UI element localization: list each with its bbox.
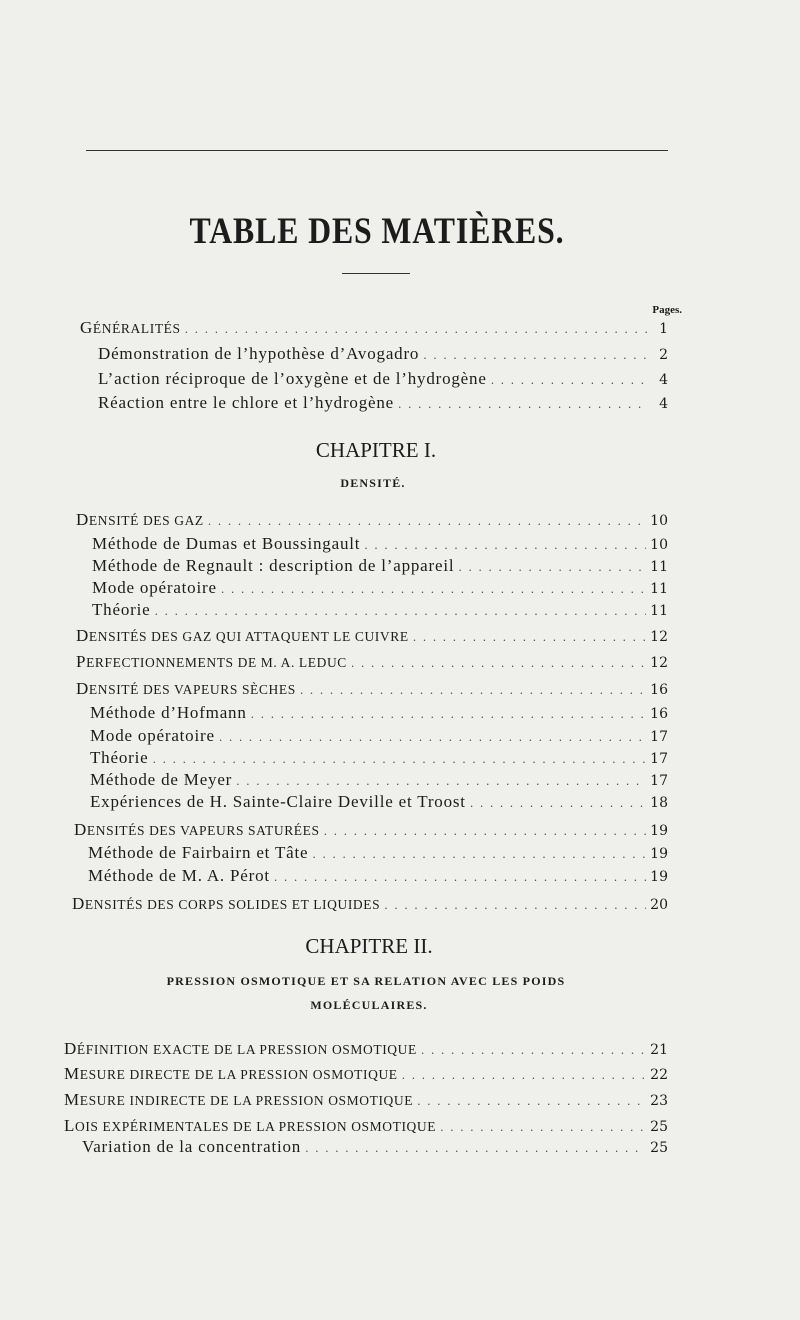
- dot-leader: [185, 323, 648, 336]
- toc-entry-label: DÉFINITION EXACTE DE LA PRESSION OSMOTIQUE: [64, 1039, 417, 1058]
- toc-entry-label: Méthode de M. A. Pérot: [88, 866, 270, 885]
- dot-leader: [423, 349, 648, 362]
- toc-page-number: 17: [650, 773, 668, 789]
- toc-entry: [64, 1116, 668, 1136]
- toc-page-number: 11: [650, 581, 668, 597]
- toc-page-number: 4: [659, 372, 668, 388]
- toc-entry-label: DENSITÉ DES VAPEURS SÈCHES: [76, 679, 296, 698]
- toc-entry: [90, 792, 668, 812]
- dot-leader: [402, 1069, 647, 1082]
- toc-page-number: 18: [650, 795, 668, 811]
- toc-entry-oxygene-hydrogene: [98, 369, 668, 389]
- toc-entry-label: Méthode de Regnault : description de l’appareil: [92, 556, 455, 575]
- dot-leader: [413, 631, 646, 644]
- toc-page-number: 1: [659, 321, 668, 337]
- page-title: TABLE DES MATIÈRES.: [189, 211, 565, 252]
- dot-leader: [351, 657, 646, 670]
- toc-entry-label: Mode opératoire: [92, 578, 217, 597]
- toc-page-number: 17: [650, 729, 668, 745]
- toc-entry: [64, 1064, 668, 1084]
- title-underline: [342, 273, 410, 274]
- toc-entry-label: LOIS EXPÉRIMENTALES DE LA PRESSION OSMOTIQUE: [64, 1116, 437, 1135]
- top-rule: [86, 150, 668, 151]
- toc-entry: [88, 866, 668, 886]
- toc-entry: [74, 820, 668, 840]
- chapter-1-heading: CHAPITRE I.: [315, 438, 437, 462]
- dot-leader: [324, 825, 647, 838]
- toc-entry: [92, 600, 668, 620]
- toc-page-number: 19: [650, 869, 668, 885]
- toc-page-number: 19: [650, 846, 668, 862]
- toc-page-number: 12: [650, 629, 668, 645]
- toc-entry: [90, 726, 668, 746]
- chapter-2-heading: CHAPITRE II.: [305, 934, 433, 958]
- toc-entry-label: Démonstration de l’hypothèse d’Avogadro: [98, 344, 420, 363]
- dot-leader: [251, 708, 647, 721]
- toc-entry-label: Théorie: [90, 748, 149, 767]
- toc-entry-label: MESURE INDIRECTE DE LA PRESSION OSMOTIQUE: [64, 1090, 414, 1109]
- toc-entry-label: DENSITÉS DES GAZ QUI ATTAQUENT LE CUIVRE: [76, 626, 409, 645]
- chapter-2-subtitle-line-2: MOLÉCULAIRES.: [310, 998, 428, 1012]
- toc-entry: [90, 748, 668, 768]
- dot-leader: [470, 797, 646, 810]
- dot-leader: [305, 1142, 646, 1155]
- toc-page-number: 20: [650, 897, 668, 913]
- toc-entry: [88, 843, 668, 863]
- toc-entry-label: Réaction entre le chlore et l’hydrogène: [98, 393, 394, 412]
- toc-entry: [76, 679, 668, 699]
- dot-leader: [152, 753, 646, 766]
- toc-entry-label: DENSITÉ DES GAZ: [76, 510, 204, 529]
- toc-page-number: 12: [650, 655, 668, 671]
- toc-entry-label: DENSITÉS DES CORPS SOLIDES ET LIQUIDES: [72, 894, 381, 913]
- toc-entry: [92, 534, 668, 554]
- dot-leader: [208, 515, 646, 528]
- chapter-2-subtitle-line-1: PRESSION OSMOTIQUE ET SA RELATION AVEC LES POIDS: [166, 974, 566, 988]
- toc-page-number: 10: [650, 513, 668, 529]
- pages-column-label: Pages.: [652, 304, 682, 316]
- chapter-1-subtitle: DENSITÉ.: [340, 476, 406, 490]
- dot-leader: [364, 539, 646, 552]
- toc-entry-label: Méthode de Dumas et Boussingault: [92, 534, 361, 553]
- toc-entry-chlore-hydrogene: [98, 393, 668, 413]
- toc-entry: [82, 1137, 668, 1157]
- toc-entry: [76, 626, 668, 646]
- toc-entry-label: Théorie: [92, 600, 151, 619]
- dot-leader: [219, 731, 646, 744]
- dot-leader: [417, 1095, 646, 1108]
- toc-page-number: 17: [650, 751, 668, 767]
- dot-leader: [491, 374, 648, 387]
- toc-page-number: 11: [650, 603, 668, 619]
- dot-leader: [384, 899, 646, 912]
- toc-page-number: 2: [659, 347, 668, 363]
- toc-entry-label: Méthode de Meyer: [90, 770, 233, 789]
- toc-page-number: 19: [650, 823, 668, 839]
- toc-entry-label: PERFECTIONNEMENTS DE M. A. LEDUC: [76, 652, 347, 671]
- toc-page-number: 16: [650, 706, 668, 722]
- toc-page-number: 21: [650, 1042, 668, 1058]
- toc-page-number: 10: [650, 537, 668, 553]
- toc-page-number: 25: [650, 1119, 668, 1135]
- toc-entry: [92, 578, 668, 598]
- dot-leader: [398, 398, 648, 411]
- toc-entry-avogadro: [98, 344, 668, 364]
- toc-entry-label: Expériences de H. Sainte-Claire Deville et Troost: [90, 792, 466, 811]
- toc-entry-label: MESURE DIRECTE DE LA PRESSION OSMOTIQUE: [64, 1064, 398, 1083]
- dot-leader: [458, 561, 646, 574]
- toc-entry: [90, 703, 668, 723]
- toc-entry-label: Variation de la concentration: [82, 1137, 302, 1156]
- dot-leader: [421, 1044, 646, 1057]
- toc-page-number: 25: [650, 1140, 668, 1156]
- toc-entry: [76, 652, 668, 672]
- dot-leader: [154, 605, 646, 618]
- toc-page-number: 11: [650, 559, 668, 575]
- toc-page-number: 16: [650, 682, 668, 698]
- dot-leader: [440, 1121, 646, 1134]
- toc-entry-generalites: [80, 318, 668, 338]
- dot-leader: [236, 775, 646, 788]
- dot-leader: [221, 583, 646, 596]
- toc-page-number: 4: [659, 396, 668, 412]
- dot-leader: [274, 871, 646, 884]
- toc-page-number: 23: [650, 1093, 668, 1109]
- toc-entry-label: Mode opératoire: [90, 726, 215, 745]
- toc-entry-label: Méthode d’Hofmann: [90, 703, 247, 722]
- toc-entry: [92, 556, 668, 576]
- toc-entry-label: DENSITÉS DES VAPEURS SATURÉES: [74, 820, 320, 839]
- toc-entry: [90, 770, 668, 790]
- toc-entry: [64, 1090, 668, 1110]
- toc-page-number: 22: [650, 1067, 668, 1083]
- toc-entry-label: Méthode de Fairbairn et Tâte: [88, 843, 309, 862]
- toc-entry-label: L’action réciproque de l’oxygène et de l’hydrogène: [98, 369, 487, 388]
- toc-entry: [76, 510, 668, 530]
- toc-entry-label: GÉNÉRALITÉS: [80, 318, 181, 337]
- toc-entry: [72, 894, 668, 914]
- dot-leader: [300, 684, 646, 697]
- dot-leader: [312, 848, 646, 861]
- toc-entry: [64, 1039, 668, 1059]
